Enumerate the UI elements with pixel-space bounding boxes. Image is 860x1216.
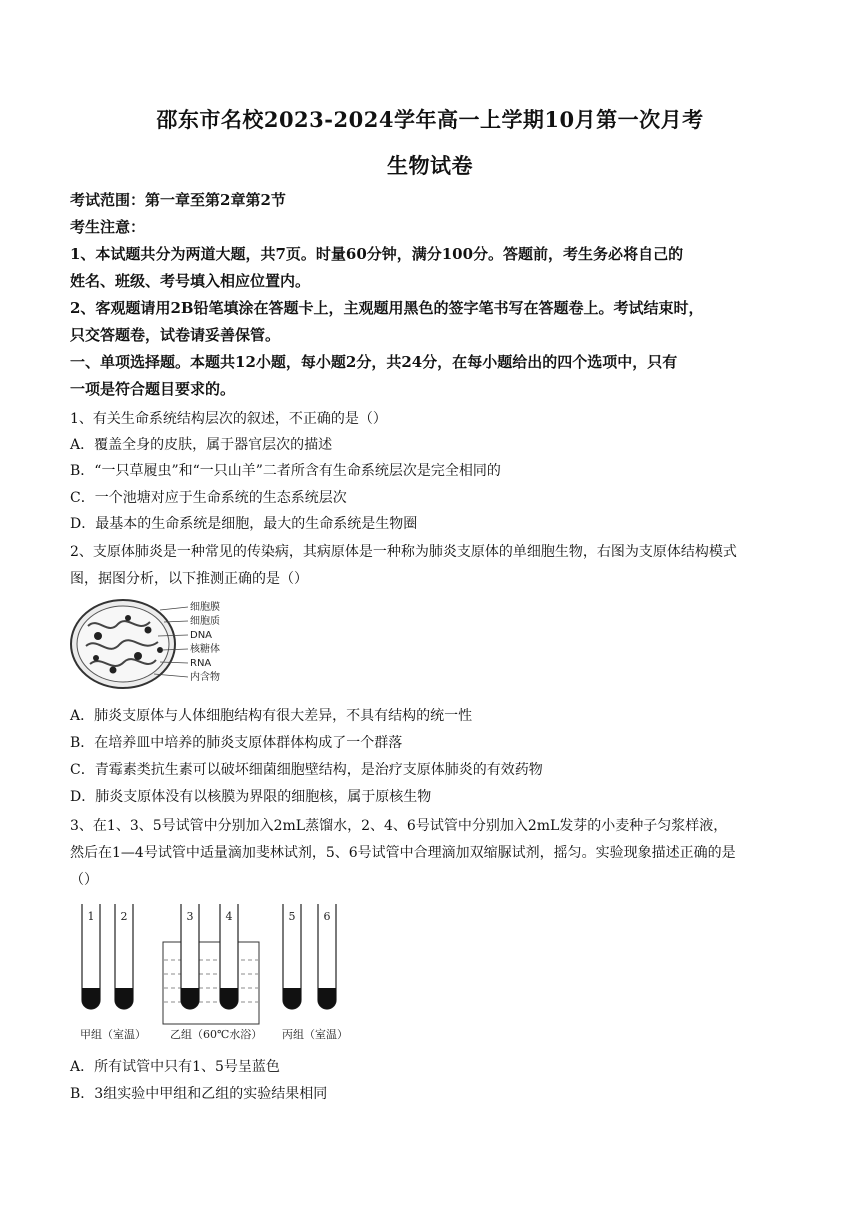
test-tube-figure <box>70 900 370 1050</box>
notice-item-1b: 姓名、班级、考号填入相应位置内。 <box>70 272 311 290</box>
section-heading-b: 一项是符合题目要求的。 <box>70 380 236 398</box>
q2-option-a: A．肺炎支原体与人体细胞结构有很大差异，不具有结构的统一性 <box>70 708 473 724</box>
figure-label-rna: RNA <box>190 658 212 669</box>
q1-stem: 1、有关生命系统结构层次的叙述，不正确的是（） <box>70 411 387 427</box>
group-label-yi: 乙组（60℃水浴） <box>170 1028 263 1041</box>
q3-stem-c: （） <box>70 872 98 888</box>
q1-option-c: C．一个池塘对应于生命系统的生态系统层次 <box>70 490 347 506</box>
group-label-bing: 丙组（室温） <box>282 1028 348 1041</box>
q3-option-a: A．所有试管中只有1、5号呈蓝色 <box>70 1059 280 1075</box>
exam-scope: 考试范围：第一章至第2章第2节 <box>70 191 286 209</box>
tube-number-2: 2 <box>120 910 128 923</box>
q3-stem-a: 3、在1、3、5号试管中分别加入2mL蒸馏水，2、4、6号试管中分别加入2mL发芽的小麦种子匀浆样液， <box>70 818 728 834</box>
q2-option-c: C．青霉素类抗生素可以破坏细菌细胞壁结构，是治疗支原体肺炎的有效药物 <box>70 762 543 778</box>
tube-number-6: 6 <box>323 910 331 923</box>
q1-option-b: B．“一只草履虫”和“一只山羊”二者所含有生命系统层次是完全相同的 <box>70 463 501 479</box>
q2-option-b: B．在培养皿中培养的肺炎支原体群体构成了一个群落 <box>70 735 403 751</box>
q1-option-d: D．最基本的生命系统是细胞，最大的生命系统是生物圈 <box>70 516 418 532</box>
q2-stem-a: 2、支原体肺炎是一种常见的传染病，其病原体是一种称为肺炎支原体的单细胞生物，右图为支原体结构模式 <box>70 544 737 560</box>
q2-option-d: D．肺炎支原体没有以核膜为界限的细胞核，属于原核生物 <box>70 789 432 805</box>
q2-stem-b: 图，据图分析，以下推测正确的是（） <box>70 571 308 587</box>
mycoplasma-structure-figure <box>68 596 238 692</box>
figure-label-dna: DNA <box>190 630 213 641</box>
group-label-jia: 甲组（室温） <box>80 1028 146 1041</box>
notice-item-1a: 1、本试题共分为两道大题，共7页。时量60分钟，满分100分。答题前，考生务必将自己的 <box>70 245 684 263</box>
figure-label-cytoplasm: 细胞质 <box>190 616 220 627</box>
q1-option-a: A．覆盖全身的皮肤，属于器官层次的描述 <box>70 437 333 453</box>
figure-label-ribosome: 核糖体 <box>190 644 220 655</box>
section-heading-a: 一、单项选择题。本题共12小题，每小题2分，共24分，在每小题给出的四个选项中，只有 <box>70 353 678 371</box>
notice-heading: 考生注意： <box>70 218 146 236</box>
q3-stem-b: 然后在1—4号试管中适量滴加斐林试剂，5、6号试管中合理滴加双缩脲试剂，摇匀。实验现象描述正确的是 <box>70 845 736 861</box>
tube-number-5: 5 <box>288 910 296 923</box>
tube-number-4: 4 <box>225 910 233 923</box>
tube-number-1: 1 <box>87 910 95 923</box>
exam-subtitle: 生物试卷 <box>387 153 473 178</box>
water-bath-box <box>163 942 259 1024</box>
notice-item-2b: 只交答题卷，试卷请妥善保管。 <box>70 326 281 344</box>
figure-label-membrane: 细胞膜 <box>190 602 220 613</box>
q3-option-b: B．3组实验中甲组和乙组的实验结果相同 <box>70 1086 328 1102</box>
tube-number-3: 3 <box>186 910 194 923</box>
notice-item-2a: 2、客观题请用2B铅笔填涂在答题卡上，主观题用黑色的签字笔书写在答题卷上。考试结束时， <box>70 299 704 317</box>
figure-label-inclusion: 内含物 <box>190 672 220 683</box>
exam-title: 邵东市名校2023-2024学年高一上学期10月第一次月考 <box>156 107 704 132</box>
